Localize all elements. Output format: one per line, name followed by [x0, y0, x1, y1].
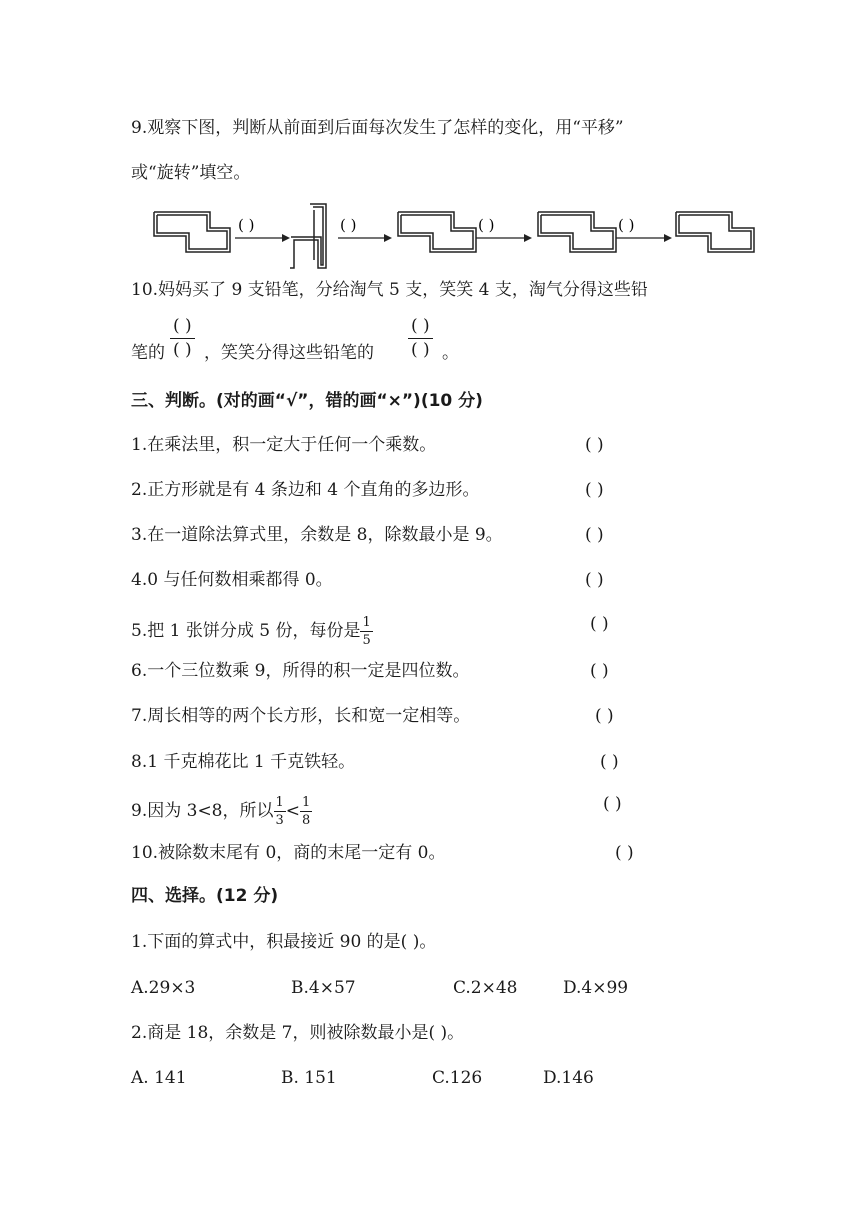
- judge-paren-1[interactable]: ( ): [585, 435, 604, 455]
- choice-q2-option-c[interactable]: C.126: [432, 1068, 483, 1088]
- choice-q2: 2.商是 18，余数是 7，则被除数最小是( )。: [131, 1023, 465, 1043]
- q10-middle: ，笑笑分得这些铅笔的: [204, 343, 374, 363]
- judge-item-6: 6.一个三位数乘 9，所得的积一定是四位数。: [131, 661, 470, 681]
- choice-q1-option-c[interactable]: C.2×48: [453, 978, 518, 998]
- judge-item-5-fraction: [360, 616, 372, 647]
- q10-fraction-1-num: ( ): [170, 318, 195, 339]
- q10-line1: 10.妈妈买了 9 支铅笔，分给淘气 5 支，笑笑 4 支，淘气分得这些铅: [131, 280, 648, 300]
- q10-fraction-1: [170, 318, 195, 359]
- judge-item-1: 1.在乘法里，积一定大于任何一个乘数。: [131, 435, 437, 455]
- z-shape-1: [154, 212, 230, 252]
- choice-q1: 1.下面的算式中，积最接近 90 的是( )。: [131, 932, 437, 952]
- arrow-label-1: ( ): [238, 216, 255, 234]
- q9-line1: 9.观察下图，判断从前面到后面每次发生了怎样的变化，用“平移”: [131, 118, 624, 138]
- judge-item-9-text: 9.因为 3<8，所以: [131, 801, 274, 821]
- judge-item-9-fraction-1: [274, 796, 286, 827]
- choice-q1-option-b[interactable]: B.4×57: [291, 978, 356, 998]
- q10-suffix: 。: [442, 343, 459, 363]
- choice-q2-option-a[interactable]: A. 141: [131, 1068, 187, 1088]
- judge-paren-9[interactable]: ( ): [603, 794, 622, 814]
- section3-heading: 三、判断。(对的画“√”，错的画“×”)(10 分): [131, 391, 483, 411]
- judge-item-4: 4.0 与任何数相乘都得 0。: [131, 570, 333, 590]
- arrow-label-2: ( ): [340, 216, 357, 234]
- arrow-1: [235, 216, 290, 242]
- judge-item-10: 10.被除数末尾有 0，商的末尾一定有 0。: [131, 843, 446, 863]
- judge-paren-3[interactable]: ( ): [585, 525, 604, 545]
- transformation-figure: [150, 200, 760, 272]
- judge-item-9-frac2-den: 8: [302, 813, 311, 828]
- z-shape-3: [398, 212, 476, 252]
- judge-paren-5[interactable]: ( ): [590, 614, 609, 634]
- judge-item-5-frac-den: 5: [362, 633, 371, 648]
- judge-item-9-frac2-num: 1: [302, 795, 311, 810]
- judge-item-9-op: <: [285, 801, 301, 821]
- judge-item-9-frac1-num: 1: [275, 795, 284, 810]
- judge-paren-8[interactable]: ( ): [600, 752, 619, 772]
- judge-item-2: 2.正方形就是有 4 条边和 4 个直角的多边形。: [131, 480, 480, 500]
- arrow-label-4: ( ): [618, 216, 635, 234]
- judge-item-9: [131, 796, 312, 827]
- q10-fraction-1-den: ( ): [173, 340, 192, 360]
- q9-line2: 或“旋转”填空。: [131, 163, 251, 183]
- arrow-label-3: ( ): [478, 216, 495, 234]
- q10-prefix: 笔的: [131, 343, 165, 363]
- choice-q1-option-d[interactable]: D.4×99: [563, 978, 629, 998]
- judge-paren-7[interactable]: ( ): [595, 706, 614, 726]
- choice-q2-option-b[interactable]: B. 151: [281, 1068, 337, 1088]
- arrow-3: [476, 216, 532, 242]
- judge-paren-6[interactable]: ( ): [590, 661, 609, 681]
- judge-paren-2[interactable]: ( ): [585, 480, 604, 500]
- choice-q2-option-d[interactable]: D.146: [543, 1068, 594, 1088]
- z-shape-5: [676, 212, 754, 252]
- judge-paren-10[interactable]: ( ): [615, 843, 634, 863]
- judge-item-7: 7.周长相等的两个长方形，长和宽一定相等。: [131, 706, 471, 726]
- judge-item-9-frac1-den: 3: [275, 813, 284, 828]
- judge-item-5: [131, 616, 373, 647]
- judge-item-5-frac-num: 1: [362, 615, 371, 630]
- section4-heading: 四、选择。(12 分): [131, 886, 279, 906]
- judge-item-8: 8.1 千克棉花比 1 千克铁轻。: [131, 752, 356, 772]
- arrow-2: [338, 216, 392, 242]
- z-shape-rotated: [290, 204, 326, 268]
- choice-q1-option-a[interactable]: A.29×3: [131, 978, 196, 998]
- judge-item-3: 3.在一道除法算式里，余数是 8，除数最小是 9。: [131, 525, 503, 545]
- q10-fraction-2-num: ( ): [408, 318, 433, 339]
- q10-fraction-2-den: ( ): [411, 340, 430, 360]
- judge-item-5-text: 5.把 1 张饼分成 5 份，每份是: [131, 621, 361, 641]
- arrow-4: [616, 216, 672, 242]
- q10-fraction-2: [408, 318, 433, 359]
- z-shape-4: [538, 212, 616, 252]
- judge-paren-4[interactable]: ( ): [585, 570, 604, 590]
- judge-item-9-fraction-2: [300, 796, 312, 827]
